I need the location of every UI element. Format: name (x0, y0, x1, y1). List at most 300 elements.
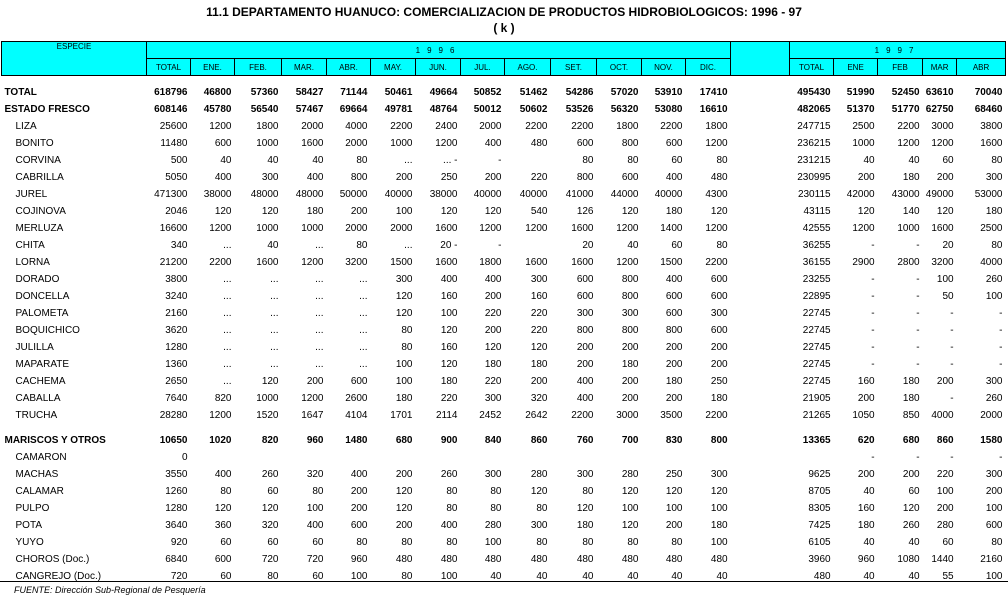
column-header: MAY. (371, 59, 416, 76)
row-label: CABALLA (15, 393, 61, 404)
table-cell: 200 (902, 469, 920, 480)
table-cell: 40 (716, 571, 728, 582)
table-cell: 60 (267, 486, 279, 497)
table-cell: 2452 (479, 410, 502, 421)
table-cell: 300 (985, 376, 1003, 387)
table-cell: - (916, 452, 920, 463)
table-cell: 16600 (159, 223, 188, 234)
table-cell: 80 (536, 537, 548, 548)
table-cell: 80 (312, 486, 324, 497)
table-cell: 100 (936, 486, 954, 497)
row-label: BONITO (15, 138, 54, 149)
table-cell: 800 (621, 325, 639, 336)
table-cell: 260 (440, 469, 458, 480)
table-cell: ... (359, 291, 368, 302)
table-cell: 43000 (891, 189, 920, 200)
table-cell: 200 (621, 393, 639, 404)
table-cell: 400 (484, 274, 502, 285)
table-cell: 180 (530, 359, 548, 370)
table-cell (327, 449, 371, 466)
table-cell: 220 (440, 393, 458, 404)
table-cell: 40 (312, 155, 324, 166)
table-cell: 800 (621, 274, 639, 285)
table-cell: 53000 (974, 189, 1003, 200)
table-cell: 340 (170, 240, 188, 251)
table-cell: 280 (530, 469, 548, 480)
table-cell: 80 (716, 155, 728, 166)
table-cell: 53910 (654, 87, 683, 98)
table-cell: 1200 (931, 138, 954, 149)
table-cell: 21265 (802, 410, 831, 421)
table-cell: 17410 (699, 87, 728, 98)
table-cell: 100 (936, 274, 954, 285)
table-cell: 45780 (203, 104, 232, 115)
table-cell: 200 (484, 291, 502, 302)
row-label: LORNA (15, 257, 50, 268)
table-cell: 120 (665, 486, 683, 497)
table-cell: 21200 (159, 257, 188, 268)
row-label: CHOROS (Doc.) (15, 554, 90, 565)
table-cell: 200 (936, 503, 954, 514)
table-cell: 1200 (897, 138, 920, 149)
table-cell: 200 (621, 342, 639, 353)
table-cell: 60 (942, 155, 954, 166)
table-cell: - (916, 274, 920, 285)
column-header: FEB (878, 59, 923, 76)
data-table (1, 41, 1006, 585)
table-cell: 80 (446, 503, 458, 514)
table-cell: 22745 (802, 308, 831, 319)
table-cell: 1800 (256, 121, 279, 132)
table-cell: 40000 (654, 189, 683, 200)
table-cell: - (950, 325, 954, 336)
table-cell: 840 (484, 435, 502, 446)
table-cell: 41000 (565, 189, 594, 200)
table-cell: 100 (306, 503, 324, 514)
table-cell: 960 (857, 554, 875, 565)
table-cell: ... (359, 274, 368, 285)
table-cell: 300 (484, 393, 502, 404)
column-spacer (731, 500, 790, 517)
table-cell: 60 (220, 537, 232, 548)
table-cell: 220 (530, 325, 548, 336)
table-cell: 960 (306, 435, 324, 446)
table-cell: 830 (665, 435, 683, 446)
table-cell: - (916, 308, 920, 319)
table-cell: 60 (942, 537, 954, 548)
table-cell: 180 (484, 359, 502, 370)
table-cell: 100 (985, 291, 1003, 302)
table-cell: 820 (214, 393, 232, 404)
table-cell: ... (270, 325, 279, 336)
table-cell: 482065 (797, 104, 831, 115)
table-cell: ... - (443, 155, 458, 166)
table-cell: 160 (857, 503, 875, 514)
table-cell: 1647 (301, 410, 324, 421)
table-row (2, 271, 1006, 288)
table-cell: 120 (530, 486, 548, 497)
table-cell: ... (223, 325, 232, 336)
column-header: JUL. (461, 59, 505, 76)
table-cell: 1600 (571, 257, 594, 268)
row-label: CORVINA (15, 155, 61, 166)
table-cell: 600 (214, 138, 232, 149)
table-cell: 400 (440, 274, 458, 285)
footer (0, 581, 1008, 595)
table-cell: 120 (576, 503, 594, 514)
table-cell: 2000 (980, 410, 1003, 421)
table-cell: 180 (710, 393, 728, 404)
table-cell: 900 (440, 435, 458, 446)
table-cell: - (871, 308, 875, 319)
table-cell: 80 (536, 503, 548, 514)
column-spacer (731, 220, 790, 237)
table-cell: 608146 (154, 104, 188, 115)
row-label: CALAMAR (15, 486, 64, 497)
table-cell: 120 (261, 376, 279, 387)
table-cell (282, 449, 327, 466)
table-cell: 22745 (802, 376, 831, 387)
table-cell: 54286 (565, 87, 594, 98)
unit-subtitle: ( k ) (493, 21, 515, 35)
row-label: ESTADO FRESCO (4, 104, 90, 115)
table-cell: 1360 (165, 359, 188, 370)
table-cell: 53526 (565, 104, 594, 115)
table-cell: 120 (857, 206, 875, 217)
table-cell: 3200 (931, 257, 954, 268)
page-title: 11.1 DEPARTAMENTO HUANUCO: COMERCIALIZACION DE PRODUCTOS HIDROBIOLOGICOS: 1996 - 97 (206, 5, 802, 19)
table-cell (686, 449, 731, 466)
table-cell: 1600 (301, 138, 324, 149)
row-label: MERLUZA (15, 223, 64, 234)
table-cell: 230995 (797, 172, 831, 183)
table-cell: 1200 (705, 138, 728, 149)
row-spacer (2, 76, 957, 85)
table-cell: - (916, 359, 920, 370)
year-1996-header: 1996 (147, 42, 731, 59)
table-cell: 4300 (705, 189, 728, 200)
table-cell: 11480 (160, 138, 188, 149)
table-cell: 120 (261, 503, 279, 514)
table-cell: 38000 (203, 189, 232, 200)
table-cell: 400 (440, 520, 458, 531)
table-cell: 1400 (660, 223, 683, 234)
table-cell: 5050 (165, 172, 188, 183)
column-header: JUN. (416, 59, 461, 76)
table-cell: 80 (991, 240, 1003, 251)
table-cell: 1500 (660, 257, 683, 268)
table-cell: 36155 (802, 257, 831, 268)
table-cell: 0 (181, 452, 188, 463)
table-cell: 1000 (390, 138, 413, 149)
table-cell: 58427 (295, 87, 324, 98)
table-cell: 1440 (931, 554, 954, 565)
table-cell: 180 (710, 520, 728, 531)
table-cell: - (498, 240, 502, 251)
table-cell: 180 (576, 520, 594, 531)
table-row (2, 84, 1006, 101)
table-cell: 100 (395, 359, 413, 370)
table-cell: - (950, 452, 954, 463)
table-row (2, 152, 1006, 169)
row-label: CABRILLA (15, 172, 64, 183)
table-cell (235, 449, 282, 466)
table-cell: 80 (401, 325, 413, 336)
table-cell: 720 (170, 571, 188, 582)
table-cell: 100 (484, 537, 502, 548)
table-cell: 22745 (802, 342, 831, 353)
column-spacer (731, 407, 790, 424)
table-cell: 1480 (345, 435, 368, 446)
source-note: FUENTE: Dirección Sub-Regional de Pesquería (14, 585, 206, 595)
table-cell: 920 (170, 537, 188, 548)
table-cell: 2800 (897, 257, 920, 268)
table-cell: 6105 (808, 537, 831, 548)
table-cell: ... (315, 240, 324, 251)
table-row (2, 135, 1006, 152)
table-cell: 600 (710, 291, 728, 302)
table-cell (505, 449, 551, 466)
row-label: TOTAL (4, 87, 37, 98)
table-cell: 1200 (209, 121, 232, 132)
table-cell: 80 (716, 240, 728, 251)
table-cell: 400 (350, 469, 368, 480)
column-spacer (731, 432, 790, 449)
table-cell: 2200 (660, 121, 683, 132)
table-cell: 80 (490, 486, 502, 497)
table-cell: 40 (908, 155, 920, 166)
column-spacer (731, 169, 790, 186)
table-cell: 51462 (519, 87, 548, 98)
table-row (2, 237, 1006, 254)
row-label: JUREL (15, 189, 48, 200)
table-cell: 80 (627, 537, 639, 548)
table-cell: 230115 (797, 189, 831, 200)
table-cell: 120 (440, 359, 458, 370)
header-spacer (731, 42, 790, 76)
table-cell: 40 (627, 571, 639, 582)
table-cell: 250 (665, 469, 683, 480)
table-cell: 120 (710, 486, 728, 497)
table-cell: 40 (863, 486, 875, 497)
table-cell: 471300 (154, 189, 188, 200)
table-cell: 140 (902, 206, 920, 217)
year-1997-header: 1997 (790, 42, 1006, 59)
table-cell: 51370 (846, 104, 875, 115)
table-cell: 53080 (654, 104, 683, 115)
table-cell: 52450 (891, 87, 920, 98)
table-cell: 1600 (435, 257, 458, 268)
table-row (2, 551, 1006, 568)
row-label: YUYO (15, 537, 44, 548)
table-cell: 800 (350, 172, 368, 183)
table-cell: - (871, 325, 875, 336)
table-cell: 2642 (525, 410, 548, 421)
table-cell: 50012 (473, 104, 502, 115)
table-cell: 2000 (390, 223, 413, 234)
table-cell: - (999, 308, 1003, 319)
table-cell: 1280 (165, 503, 188, 514)
table-cell: 480 (665, 554, 683, 565)
table-row (2, 432, 1006, 449)
table-cell: 36255 (802, 240, 831, 251)
table-cell: 20 (942, 240, 954, 251)
table-cell: ... (270, 274, 279, 285)
table-cell: 126 (576, 206, 594, 217)
table-cell: 200 (665, 359, 683, 370)
table-cell: 1000 (256, 393, 279, 404)
row-label: COJINOVA (15, 206, 66, 217)
table-cell: 1200 (525, 223, 548, 234)
table-cell: 50000 (339, 189, 368, 200)
table-cell: 120 (621, 520, 639, 531)
column-spacer (731, 271, 790, 288)
table-cell: ... (315, 342, 324, 353)
table-row (2, 254, 1006, 271)
table-cell: 120 (936, 206, 954, 217)
table-row (2, 220, 1006, 237)
table-cell: 250 (710, 376, 728, 387)
table-cell: 320 (306, 469, 324, 480)
column-spacer (731, 483, 790, 500)
table-cell: 200 (306, 376, 324, 387)
table-cell: 1200 (616, 257, 639, 268)
table-cell: 2200 (390, 121, 413, 132)
table-cell: 2000 (479, 121, 502, 132)
table-cell: 120 (395, 308, 413, 319)
table-cell: 200 (936, 376, 954, 387)
table-cell: 40000 (473, 189, 502, 200)
table-cell: 100 (710, 503, 728, 514)
table-cell: 200 (484, 325, 502, 336)
table-row (2, 288, 1006, 305)
table-cell: 80 (267, 571, 279, 582)
table-cell: 1050 (852, 410, 875, 421)
table-row (2, 305, 1006, 322)
table-cell: 100 (985, 503, 1003, 514)
table-cell: 600 (665, 138, 683, 149)
table-cell: 720 (306, 554, 324, 565)
table-cell: 40 (863, 155, 875, 166)
table-cell: 70040 (974, 87, 1003, 98)
table-cell: 1200 (479, 223, 502, 234)
table-row (2, 101, 1006, 118)
table-cell: 68460 (974, 104, 1003, 115)
table-cell: 80 (220, 486, 232, 497)
table-cell: 6840 (165, 554, 188, 565)
table-cell: 100 (985, 571, 1003, 582)
table-cell: 16610 (699, 104, 728, 115)
table-cell: 42555 (802, 223, 831, 234)
table-cell: ... (315, 291, 324, 302)
table-cell: 2200 (571, 410, 594, 421)
row-label: MAPARATE (15, 359, 70, 370)
table-cell: 1200 (209, 223, 232, 234)
column-header: ENE. (191, 59, 235, 76)
table-cell: ... (270, 291, 279, 302)
table-cell: 120 (395, 291, 413, 302)
column-header: NOV. (642, 59, 686, 76)
table-cell: 600 (710, 274, 728, 285)
column-spacer (731, 135, 790, 152)
table-cell: 50602 (519, 104, 548, 115)
column-spacer (731, 322, 790, 339)
table-cell: 28280 (159, 410, 188, 421)
table-cell: 300 (710, 308, 728, 319)
table-cell: 2000 (345, 138, 368, 149)
table-cell: 40 (536, 571, 548, 582)
table-cell: 100 (440, 571, 458, 582)
row-label: CAMARON (15, 452, 67, 463)
column-header: ENE (834, 59, 878, 76)
table-cell: 55 (942, 571, 954, 582)
table-cell: 160 (857, 376, 875, 387)
table-cell: 49000 (925, 189, 954, 200)
row-label: CANGREJO (Doc.) (15, 571, 102, 582)
column-spacer (731, 356, 790, 373)
table-cell: - (999, 452, 1003, 463)
column-header: TOTAL (790, 59, 834, 76)
table-cell: ... (404, 155, 413, 166)
table-cell: 300 (576, 469, 594, 480)
table-cell: 1020 (209, 435, 232, 446)
table-cell: ... (270, 308, 279, 319)
table-cell: ... (223, 359, 232, 370)
table-cell: ... (223, 342, 232, 353)
table-cell: 49781 (384, 104, 413, 115)
table-cell: 40 (671, 571, 683, 582)
table-cell: 1701 (390, 410, 413, 421)
table-cell: 300 (621, 308, 639, 319)
table-cell (371, 449, 416, 466)
table-cell: 7640 (165, 393, 188, 404)
table-row (2, 500, 1006, 517)
table-cell: 60 (312, 537, 324, 548)
table-cell: 2500 (852, 121, 875, 132)
table-cell: - (999, 325, 1003, 336)
table-cell: 700 (621, 435, 639, 446)
column-spacer (731, 390, 790, 407)
table-cell: 220 (530, 172, 548, 183)
table-cell: 180 (902, 172, 920, 183)
row-label: MACHAS (15, 469, 59, 480)
table-cell: 4000 (345, 121, 368, 132)
table-row (2, 186, 1006, 203)
table-cell: 1280 (165, 342, 188, 353)
table-cell: 60 (671, 240, 683, 251)
column-header: MAR. (282, 59, 327, 76)
table-cell: - (950, 342, 954, 353)
table-cell: 2160 (980, 554, 1003, 565)
table-cell: 100 (710, 537, 728, 548)
table-cell: 400 (306, 172, 324, 183)
table-cell: 25600 (159, 121, 188, 132)
table-cell (551, 449, 597, 466)
table-cell: 4000 (980, 257, 1003, 268)
table-cell: 80 (582, 537, 594, 548)
table-cell: 80 (991, 537, 1003, 548)
table-cell: 2200 (705, 410, 728, 421)
table-cell: 495430 (797, 87, 831, 98)
table-cell: 200 (710, 342, 728, 353)
table-cell: 260 (902, 520, 920, 531)
table-cell: 3550 (165, 469, 188, 480)
table-cell: 300 (530, 520, 548, 531)
table-cell: ... (223, 376, 232, 387)
table-cell: 400 (306, 520, 324, 531)
table-cell: 7425 (808, 520, 831, 531)
table-cell: 40 (863, 537, 875, 548)
